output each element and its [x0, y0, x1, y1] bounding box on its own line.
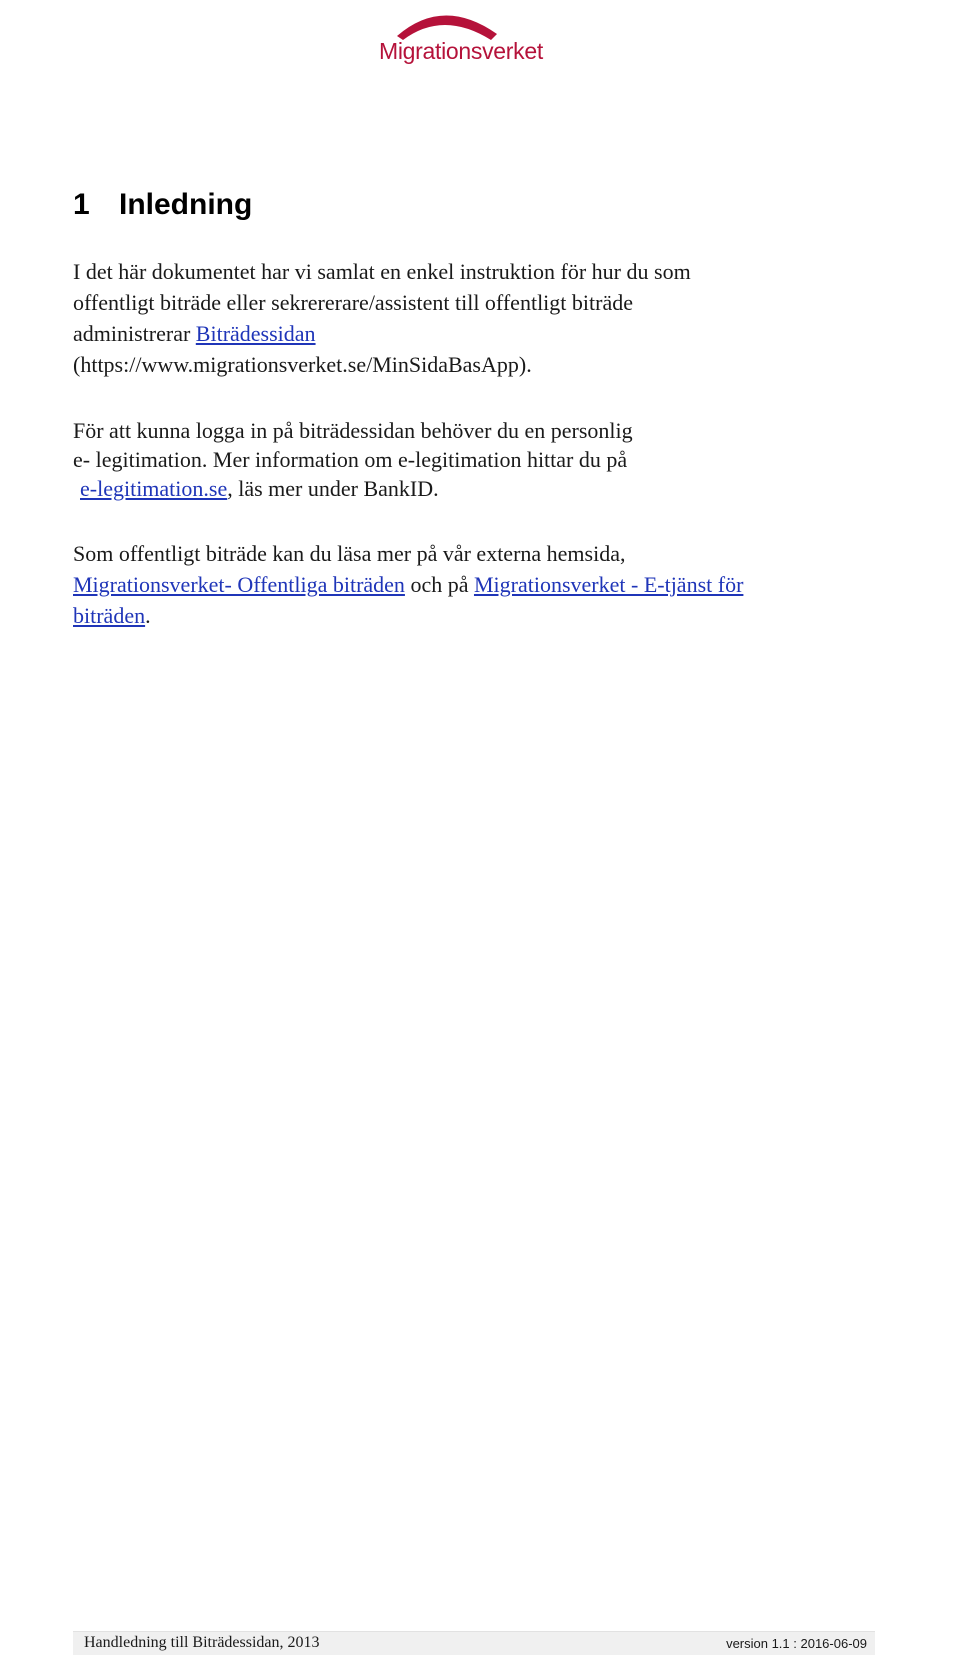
e-tjanst-link[interactable]: Migrationsverket - E-tjänst för	[473, 572, 744, 597]
text-line: Som offentligt biträde kan du läsa mer på vår externa hemsida,	[73, 541, 626, 566]
text-line	[73, 318, 873, 349]
text-line	[73, 600, 873, 631]
login-paragraph	[73, 416, 873, 503]
text-line	[73, 474, 873, 503]
section-title: Inledning	[119, 188, 253, 221]
bitradessidan-link[interactable]: Biträdessidan	[195, 321, 316, 346]
footer-version: version 1.1 : 2016-06-09	[726, 1636, 867, 1651]
text-line: (https://www.migrationsverket.se/MinSidaBasApp).	[73, 352, 532, 377]
text-line: offentligt biträde eller sekrererare/assistent till offentligt biträde	[73, 290, 633, 315]
e-legitimation-link[interactable]: e-legitimation.se	[80, 476, 228, 501]
footer-document-title: Handledning till Biträdessidan, 2013	[84, 1634, 320, 1651]
text-fragment: och på	[404, 572, 474, 597]
offentliga-bitraden-link[interactable]: Migrationsverket- Offentliga biträden	[73, 572, 405, 597]
text-line: e- legitimation. Mer information om e-legitimation hittar du på	[73, 447, 628, 472]
text-fragment: , läs mer under BankID.	[227, 476, 439, 501]
intro-paragraph	[73, 256, 873, 380]
section-number: 1	[73, 188, 90, 221]
migrationsverket-logo	[375, 2, 555, 64]
text-line	[73, 569, 873, 600]
text-line: I det här dokumentet har vi samlat en enkel instruktion för hur du som	[73, 259, 691, 284]
page-footer	[73, 1631, 875, 1655]
logo-text: Migrationsverket	[379, 38, 543, 64]
e-tjanst-link-continued[interactable]: biträden	[73, 603, 146, 628]
text-line: För att kunna logga in på biträdessidan behöver du en personlig	[73, 418, 633, 443]
external-links-paragraph	[73, 538, 873, 631]
text-fragment: .	[145, 603, 151, 628]
text-fragment: administrerar	[73, 321, 196, 346]
section-heading	[73, 188, 252, 222]
